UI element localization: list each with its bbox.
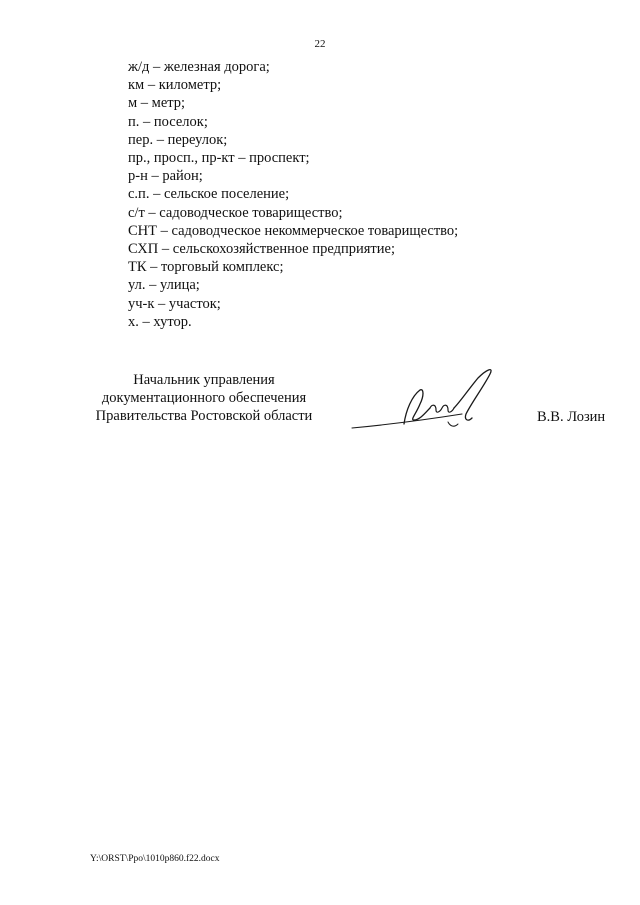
abbreviation-list [128,58,458,331]
signer-title [88,371,320,426]
abbreviation-item: с.п. – сельское поселение; [128,186,290,203]
abbreviation-item: пер. – переулок; [128,131,228,148]
abbreviation-item: м – метр; [128,95,186,112]
abbreviation-item: с/т – садоводческое товарищество; [128,204,343,221]
abbreviation-item: км – километр; [128,77,222,94]
abbreviation-item: ж/д – железная дорога; [128,59,270,75]
signer-title-line: документационного обеспечения [101,390,307,407]
abbreviation-item: ТК – торговый комплекс; [128,259,284,276]
abbreviation-item: х. – хутор. [128,313,192,330]
abbreviation-item: СХП – сельскохозяйственное предприятие; [128,241,395,258]
abbreviation-item: п. – поселок; [128,113,208,130]
signer-name: В.В. Лозин [537,409,606,425]
signer-title-line: Начальник управления [133,372,275,388]
signer-title-line: Правительства Ростовской области [95,408,313,425]
abbreviation-item: ул. – улица; [128,277,200,294]
abbreviation-item: уч-к – участок; [128,295,221,312]
abbreviation-item: р-н – район; [128,168,203,185]
signature-icon [344,362,514,438]
abbreviation-item: СНТ – садоводческое некоммерческое товарищество; [128,222,459,239]
abbreviation-item: пр., просп., пр-кт – проспект; [128,150,310,167]
file-path: Y:\ORST\Ppo\1010p860.f22.docx [90,854,220,864]
page-number: 22 [314,38,326,50]
